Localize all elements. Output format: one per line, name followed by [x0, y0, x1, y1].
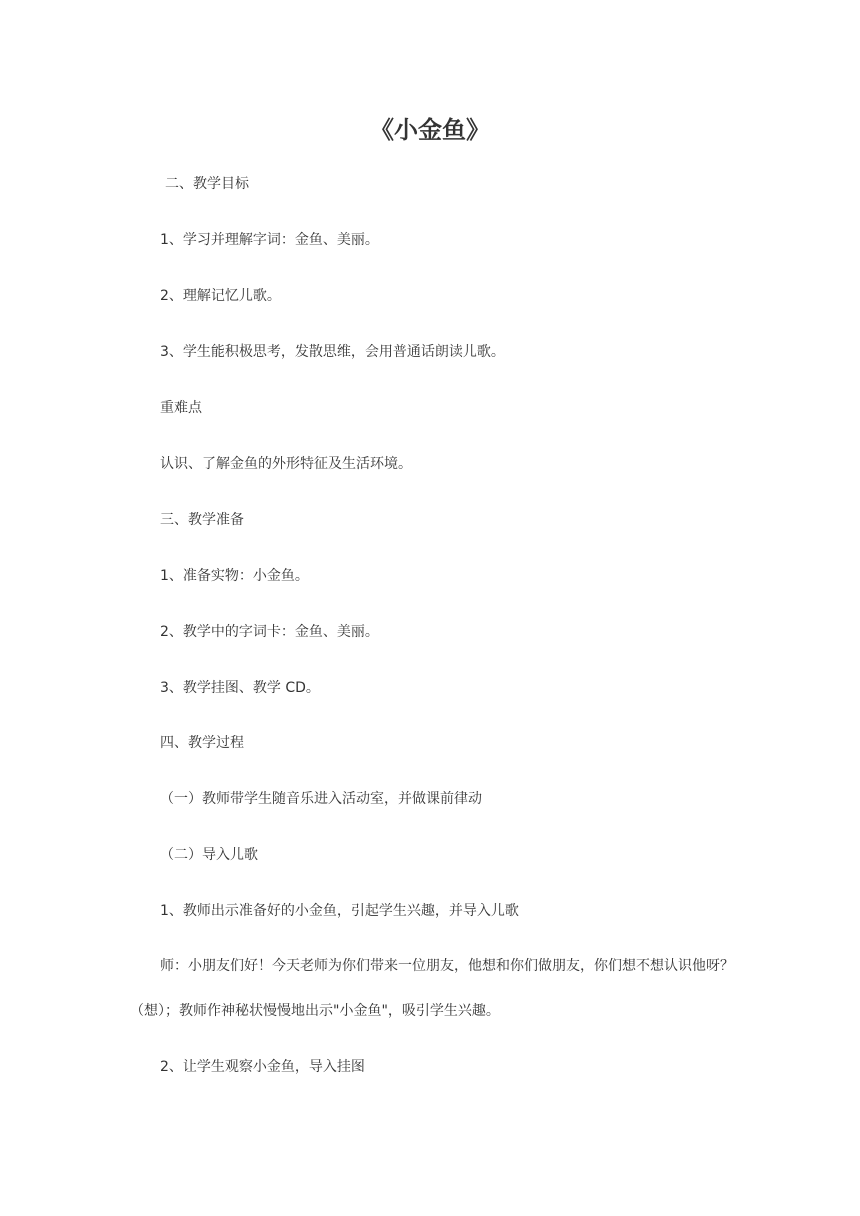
document-title: 《小金鱼》: [370, 116, 490, 144]
section-heading-preparation: 三、教学准备: [160, 512, 244, 528]
teacher-dialogue-paragraph: 师：小朋友们好！今天老师为你们带来一位朋友，他想和你们做朋友，你们想不想认识他呀？（想）；教师作神秘状慢慢地出示"小金鱼"，吸引学生兴趣。: [130, 958, 734, 1019]
process-step-2: （二）导入儿歌: [160, 847, 258, 863]
section-heading-objectives: 二、教学目标: [165, 176, 249, 192]
preparation-item-1: 1、准备实物：小金鱼。: [160, 568, 309, 584]
key-points-text: 认识、了解金鱼的外形特征及生活环境。: [160, 456, 412, 472]
section-heading-key-points: 重难点: [160, 400, 202, 416]
preparation-item-2: 2、教学中的字词卡：金鱼、美丽。: [160, 624, 379, 640]
objective-item-1: 1、学习并理解字词：金鱼、美丽。: [160, 232, 379, 248]
process-step-1: （一）教师带学生随音乐进入活动室，并做课前律动: [160, 791, 482, 807]
preparation-item-3: 3、教学挂图、教学 CD。: [160, 680, 320, 696]
process-substep-2: 2、让学生观察小金鱼，导入挂图: [160, 1059, 365, 1075]
objective-item-3: 3、学生能积极思考，发散思维，会用普通话朗读儿歌。: [160, 344, 505, 360]
process-substep-1: 1、教师出示准备好的小金鱼，引起学生兴趣，并导入儿歌: [160, 903, 519, 919]
objective-item-2: 2、理解记忆儿歌。: [160, 288, 281, 304]
section-heading-process: 四、教学过程: [160, 735, 244, 751]
